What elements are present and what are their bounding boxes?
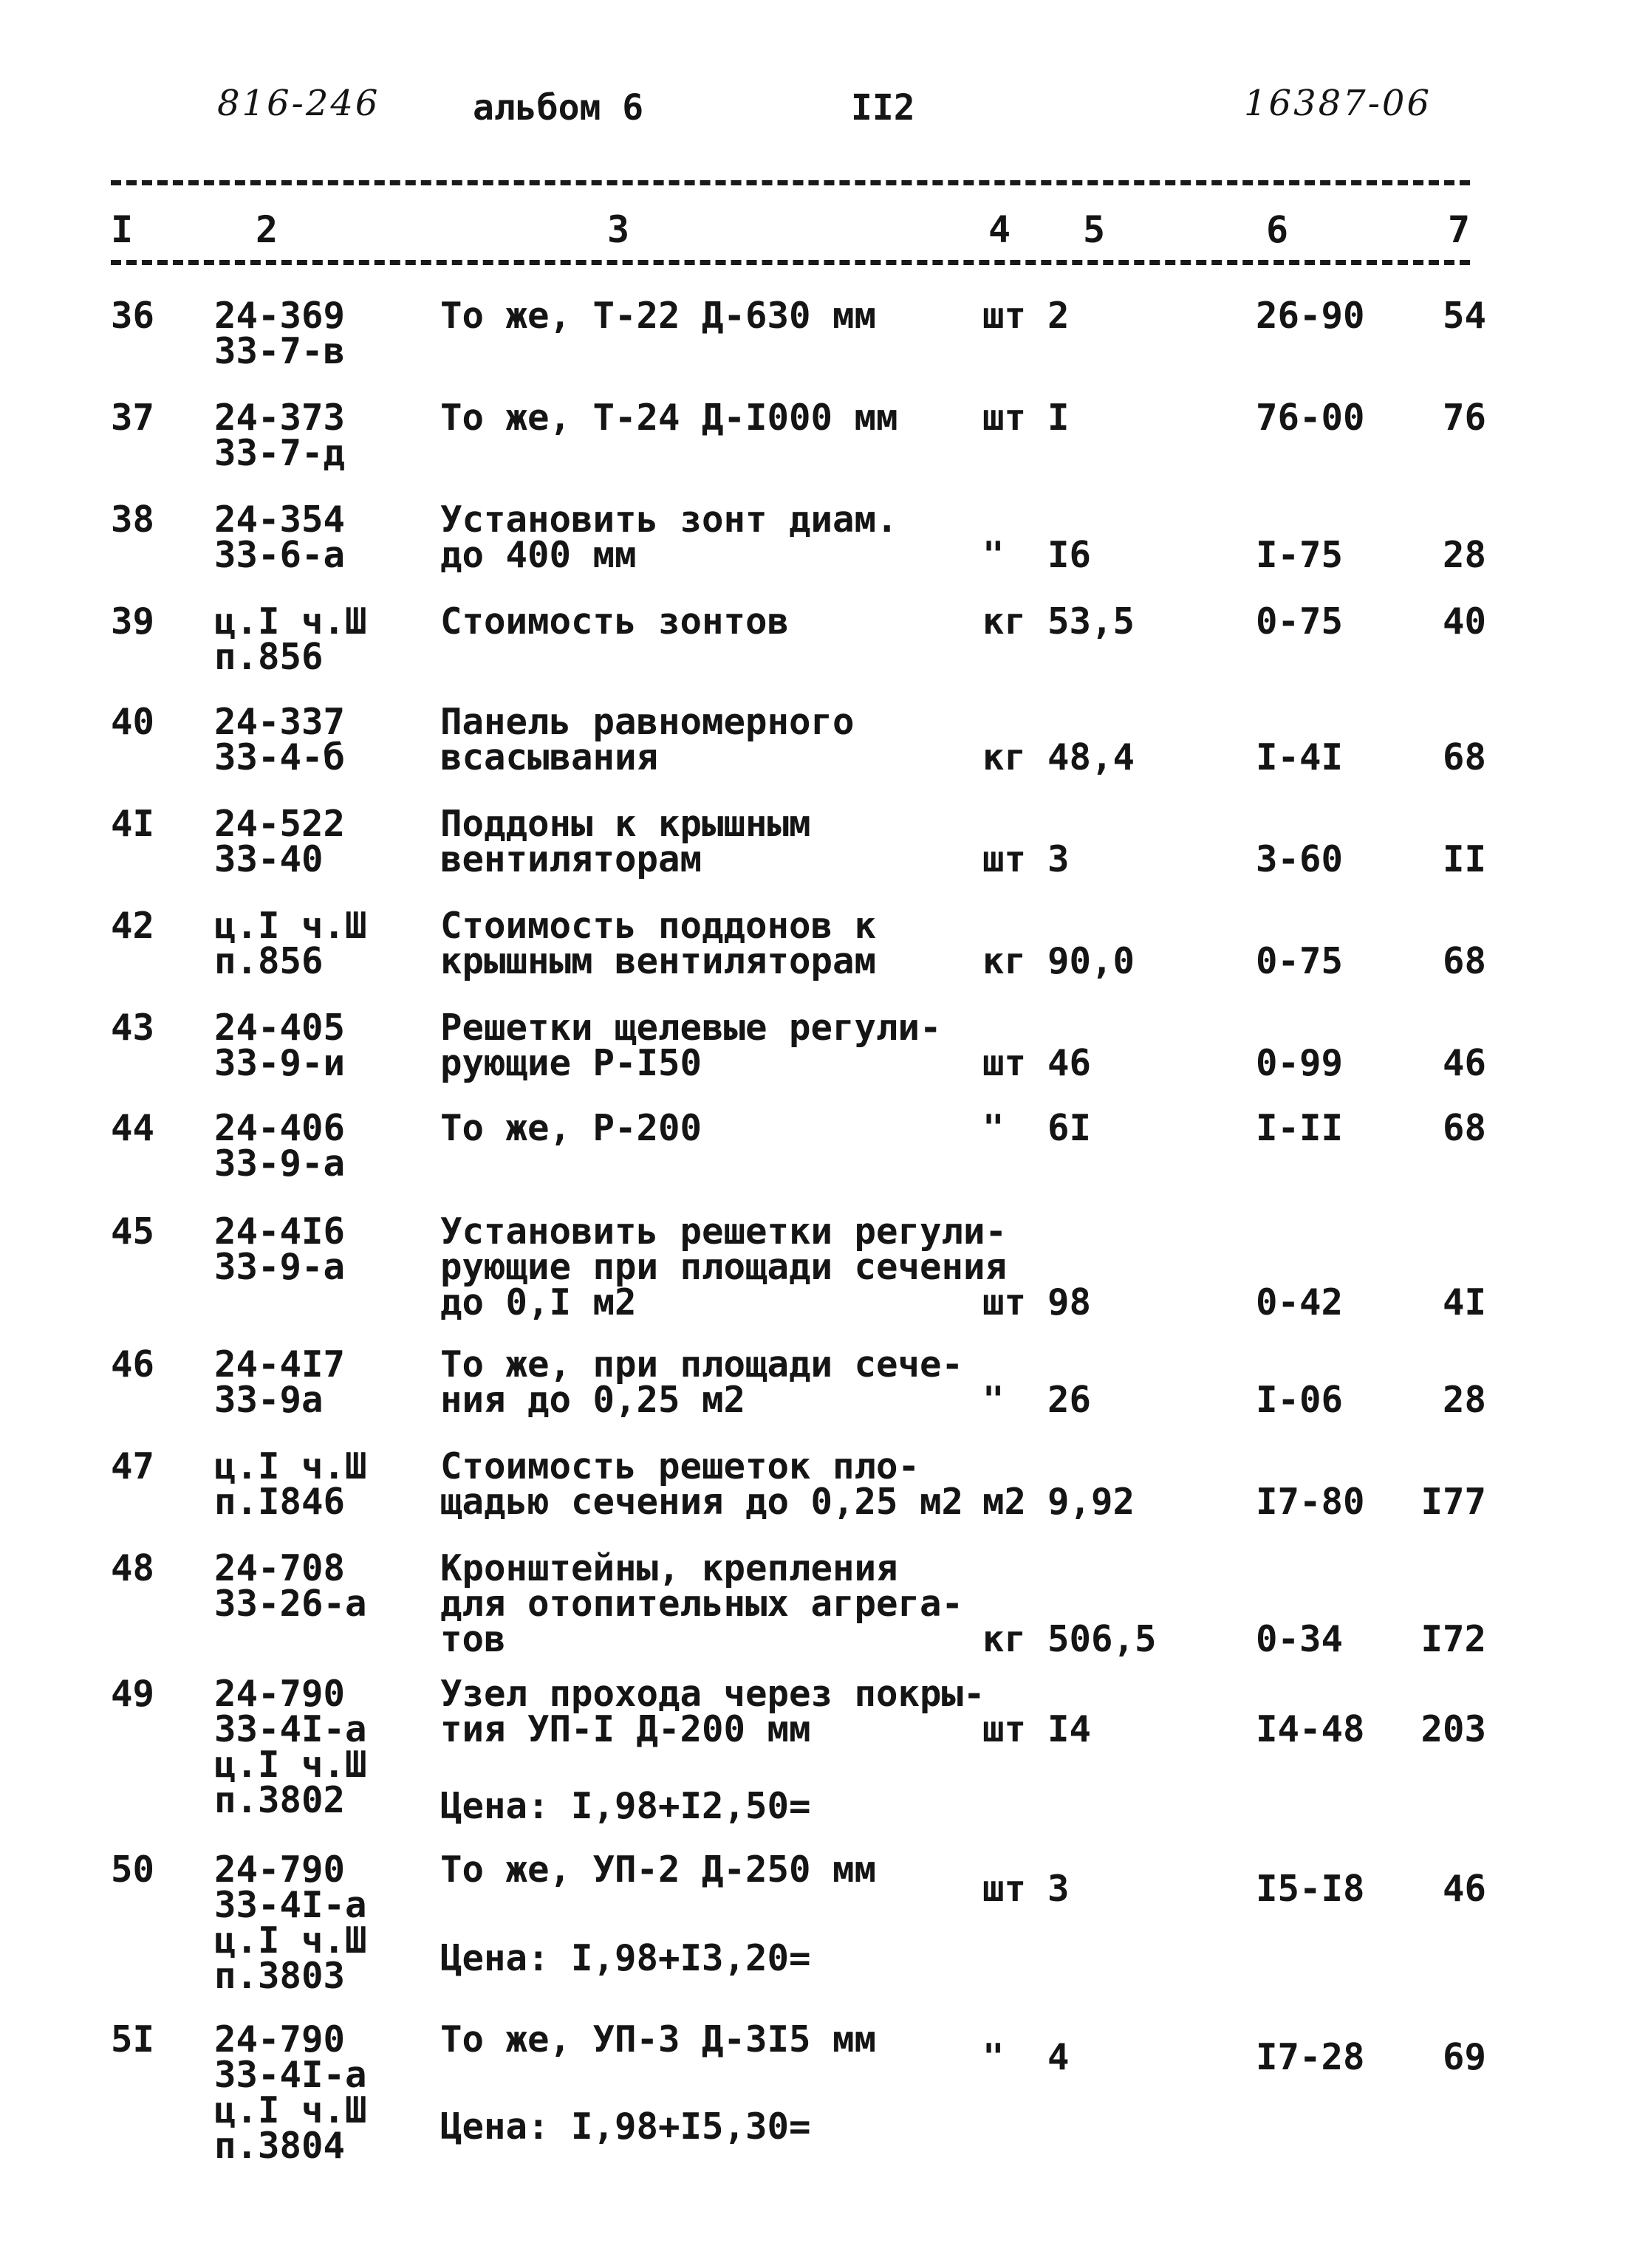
row-quantity: 46 — [1047, 1042, 1092, 1084]
row-description: Стоимость поддонов к крышным вентиляторам — [440, 905, 877, 982]
row-description: Установить решетки регули- рующие при площади сечения до 0,I м2 — [440, 1210, 1008, 1323]
row-unit: " — [982, 2036, 1005, 2078]
row-total: 46 — [1442, 1042, 1486, 1084]
column-header-1: I — [111, 208, 134, 251]
row-quantity: 26 — [1047, 1379, 1092, 1421]
row-unit: шт — [982, 1708, 1027, 1750]
row-unit: " — [982, 1379, 1005, 1421]
row-total: 54 — [1442, 295, 1486, 337]
table-top-rule — [111, 180, 1470, 185]
row-total: 40 — [1442, 600, 1486, 643]
row-price-note: Цена: I,98+I2,50= — [440, 1785, 811, 1827]
table-header-rule — [111, 260, 1470, 265]
column-header-6: 6 — [1266, 208, 1289, 251]
row-unit-price: 76-00 — [1256, 397, 1365, 439]
row-quantity: 2 — [1047, 295, 1070, 337]
row-total: I77 — [1420, 1481, 1486, 1523]
row-unit-price: 0-75 — [1256, 940, 1344, 982]
row-total: II — [1442, 838, 1486, 880]
row-code: 24-790 33-4I-а ц.I ч.Ш п.3803 — [214, 1849, 367, 1997]
row-number: 36 — [111, 295, 155, 337]
row-number: 43 — [111, 1007, 155, 1049]
row-quantity: I6 — [1047, 534, 1092, 576]
row-number: 42 — [111, 905, 155, 947]
row-code: 24-790 33-4I-а ц.I ч.Ш п.3804 — [214, 2018, 367, 2167]
row-price-note: Цена: I,98+I5,30= — [440, 2106, 811, 2148]
row-unit-price: 0-99 — [1256, 1042, 1344, 1084]
row-description: То же, Т-24 Д-I000 мм — [440, 397, 898, 439]
row-total: 76 — [1442, 397, 1486, 439]
row-description: Кронштейны, крепления для отопительных агрега- тов — [440, 1547, 964, 1660]
row-code: 24-406 33-9-а — [214, 1107, 346, 1185]
row-code: 24-708 33-26-а — [214, 1547, 367, 1625]
row-description: Панель равномерного всасывания — [440, 701, 855, 778]
row-unit: кг — [982, 940, 1027, 982]
row-unit-price: I7-28 — [1256, 2036, 1365, 2078]
row-quantity: 48,4 — [1047, 736, 1135, 778]
row-unit-price: I5-I8 — [1256, 1868, 1365, 1910]
row-number: 4I — [111, 803, 155, 845]
row-code: ц.I ч.Ш п.856 — [214, 600, 367, 678]
row-unit: кг — [982, 600, 1027, 643]
row-unit-price: 0-34 — [1256, 1618, 1344, 1660]
row-unit: кг — [982, 1618, 1027, 1660]
column-header-7: 7 — [1448, 208, 1471, 251]
row-number: 50 — [111, 1849, 155, 1891]
row-unit: " — [982, 1107, 1005, 1149]
row-total: I72 — [1420, 1618, 1486, 1660]
row-code: 24-4I6 33-9-а — [214, 1210, 346, 1288]
column-header-3: 3 — [607, 208, 630, 251]
row-unit-price: I-75 — [1256, 534, 1344, 576]
row-description: То же, при площади сече- ния до 0,25 м2 — [440, 1343, 964, 1421]
row-unit-price: I4-48 — [1256, 1708, 1365, 1750]
row-code: ц.I ч.Ш п.I846 — [214, 1445, 367, 1523]
row-code: 24-373 33-7-д — [214, 397, 346, 474]
row-total: 28 — [1442, 534, 1486, 576]
row-unit: шт — [982, 1281, 1027, 1323]
row-unit-price: I7-80 — [1256, 1481, 1365, 1523]
row-unit-price: I-06 — [1256, 1379, 1344, 1421]
column-header-4: 4 — [988, 208, 1011, 251]
row-total: 203 — [1420, 1708, 1486, 1750]
row-quantity: 3 — [1047, 1868, 1070, 1910]
row-number: 40 — [111, 701, 155, 743]
document-code: 816-246 — [217, 83, 380, 124]
row-quantity: 3 — [1047, 838, 1070, 880]
row-code: 24-337 33-4-б — [214, 701, 346, 778]
row-description: Решетки щелевые регули- рующие Р-I50 — [440, 1007, 942, 1084]
row-quantity: 4 — [1047, 2036, 1070, 2078]
page-number: II2 — [851, 87, 915, 129]
row-total: 68 — [1442, 940, 1486, 982]
row-unit: шт — [982, 1868, 1027, 1910]
row-unit-price: 0-75 — [1256, 600, 1344, 643]
row-code: 24-354 33-6-а — [214, 499, 346, 576]
row-unit-price: 3-60 — [1256, 838, 1344, 880]
row-number: 47 — [111, 1445, 155, 1487]
row-unit: " — [982, 534, 1005, 576]
row-number: 38 — [111, 499, 155, 541]
row-number: 37 — [111, 397, 155, 439]
row-number: 39 — [111, 600, 155, 643]
row-description: Установить зонт диам. до 400 мм — [440, 499, 898, 576]
row-quantity: 90,0 — [1047, 940, 1135, 982]
row-unit: шт — [982, 838, 1027, 880]
row-unit: шт — [982, 295, 1027, 337]
row-number: 45 — [111, 1210, 155, 1253]
row-description: Узел прохода через покры- тия УП-I Д-200 мм — [440, 1673, 985, 1750]
row-quantity: 9,92 — [1047, 1481, 1135, 1523]
column-header-2: 2 — [256, 208, 278, 251]
row-description: То же, Т-22 Д-630 мм — [440, 295, 877, 337]
row-quantity: 53,5 — [1047, 600, 1135, 643]
row-unit-price: I-4I — [1256, 736, 1344, 778]
row-quantity: I — [1047, 397, 1070, 439]
row-unit-price: I-II — [1256, 1107, 1344, 1149]
row-number: 49 — [111, 1673, 155, 1715]
row-code: ц.I ч.Ш п.856 — [214, 905, 367, 982]
row-price-note: Цена: I,98+I3,20= — [440, 1937, 811, 1979]
row-description: То же, Р-200 — [440, 1107, 702, 1149]
row-code: 24-522 33-40 — [214, 803, 346, 880]
row-total: 69 — [1442, 2036, 1486, 2078]
row-number: 46 — [111, 1343, 155, 1385]
row-quantity: 506,5 — [1047, 1618, 1157, 1660]
row-unit: кг — [982, 736, 1027, 778]
row-description: То же, УП-3 Д-3I5 мм — [440, 2018, 877, 2060]
row-description: Поддоны к крышным вентиляторам — [440, 803, 811, 880]
row-total: 68 — [1442, 1107, 1486, 1149]
row-quantity: I4 — [1047, 1708, 1092, 1750]
row-total: 68 — [1442, 736, 1486, 778]
row-total: 46 — [1442, 1868, 1486, 1910]
row-unit: шт — [982, 397, 1027, 439]
row-number: 48 — [111, 1547, 155, 1589]
row-quantity: 98 — [1047, 1281, 1092, 1323]
document-number: 16387-06 — [1244, 83, 1432, 124]
row-description: То же, УП-2 Д-250 мм — [440, 1849, 877, 1891]
row-unit: шт — [982, 1042, 1027, 1084]
row-number: 44 — [111, 1107, 155, 1149]
row-quantity: 6I — [1047, 1107, 1092, 1149]
row-description: Стоимость зонтов — [440, 600, 790, 643]
row-code: 24-790 33-4I-а ц.I ч.Ш п.3802 — [214, 1673, 367, 1821]
row-code: 24-4I7 33-9а — [214, 1343, 346, 1421]
row-unit-price: 0-42 — [1256, 1281, 1344, 1323]
row-code: 24-369 33-7-в — [214, 295, 346, 372]
column-header-5: 5 — [1083, 208, 1106, 251]
album-label: альбом 6 — [473, 87, 644, 129]
row-total: 28 — [1442, 1379, 1486, 1421]
row-unit: м2 — [982, 1481, 1027, 1523]
row-total: 4I — [1442, 1281, 1486, 1323]
row-unit-price: 26-90 — [1256, 295, 1365, 337]
row-code: 24-405 33-9-и — [214, 1007, 346, 1084]
row-number: 5I — [111, 2018, 155, 2060]
row-description: Стоимость решеток пло- щадью сечения до 0,25 м2 — [440, 1445, 964, 1523]
